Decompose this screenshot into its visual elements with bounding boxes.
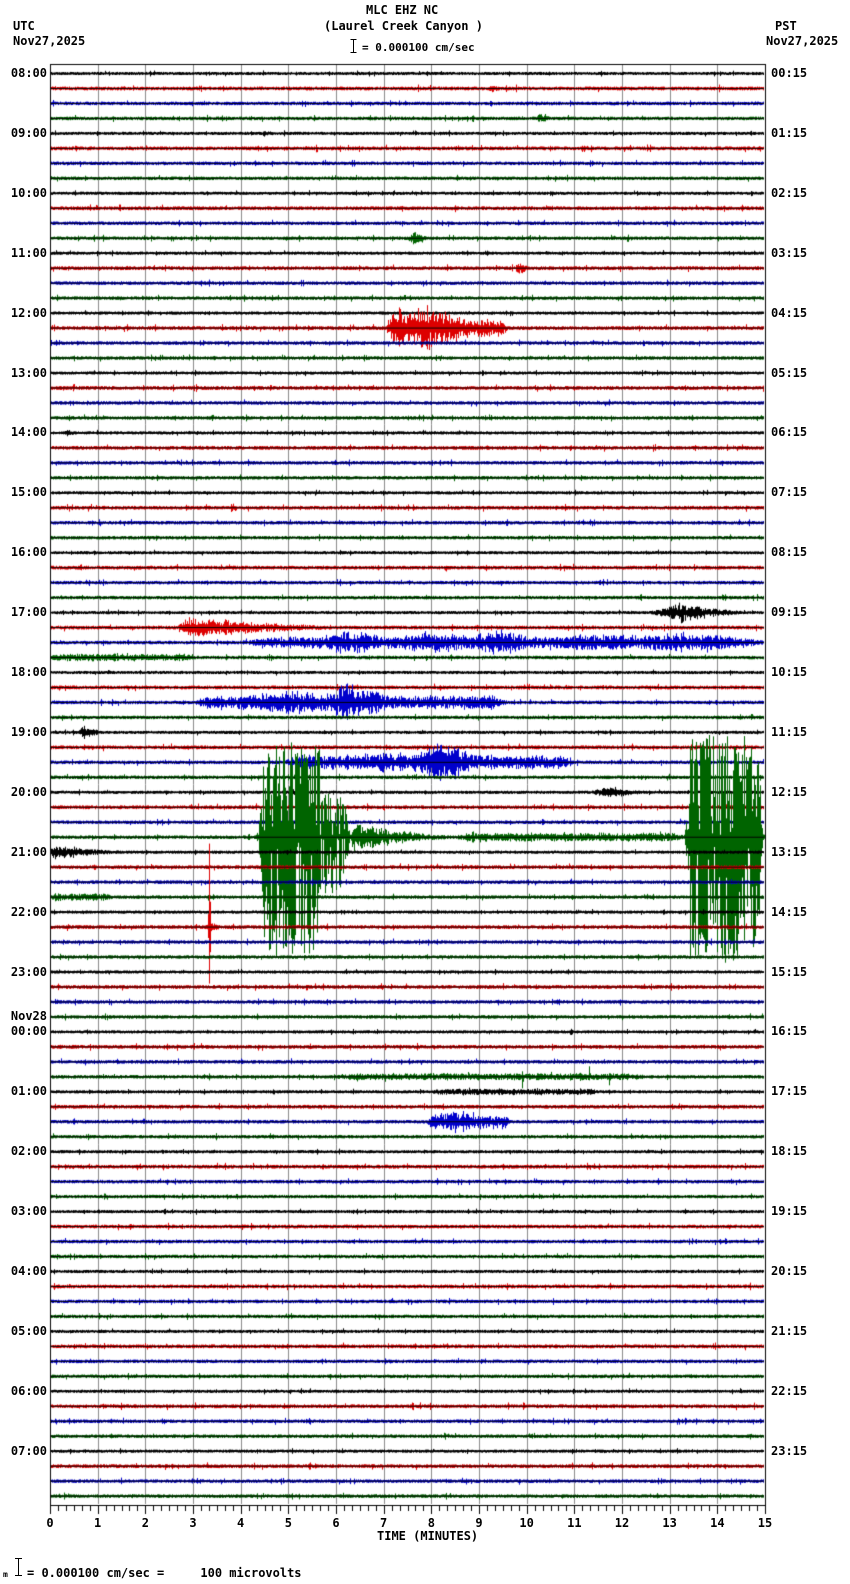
utc-time-label: 09:00 [10,125,47,140]
local-time-label: 04:15 [771,305,808,320]
x-axis-title: TIME (MINUTES) [377,1529,479,1543]
axis-tick-label: 3 [189,1516,197,1530]
utc-time-label: 23:00 [10,964,47,979]
footer-scale-text: = 0.000100 cm/sec = 100 microvolts [27,1566,302,1580]
station-name: (Laurel Creek Canyon ) [324,19,483,33]
local-time-label: 19:15 [771,1204,808,1219]
date-left: Nov27,2025 [13,34,86,48]
axis-tick-label: 14 [710,1516,725,1530]
utc-time-label: 17:00 [10,605,47,620]
utc-time-label: 22:00 [10,904,47,919]
local-time-label: 14:15 [771,904,808,919]
local-time-label: 15:15 [771,964,808,979]
utc-date-label: Nov28 [10,1009,47,1024]
date-right: Nov27,2025 [766,34,839,48]
local-time-label: 12:15 [771,784,808,799]
local-time-label: 07:15 [771,485,808,500]
utc-time-label: 07:00 [10,1443,47,1458]
axis-tick-label: 1 [94,1516,102,1530]
utc-time-label: 08:00 [10,66,47,80]
utc-time-label: 20:00 [10,784,47,799]
local-time-label: 13:15 [771,844,808,859]
utc-time-label: 14:00 [10,425,47,440]
axis-tick-label: 9 [475,1516,483,1530]
local-time-label: 18:15 [771,1144,808,1159]
local-time-label: 08:15 [771,545,808,560]
axis-tick-label: 12 [614,1516,630,1530]
utc-time-label: 01:00 [10,1084,47,1099]
utc-time-label: 11:00 [10,245,47,260]
axis-tick-label: 2 [141,1516,149,1530]
utc-time-label: 12:00 [10,305,47,320]
local-time-label: 05:15 [771,365,808,380]
local-time-label: 21:15 [771,1323,808,1338]
axis-tick-label: 6 [332,1516,340,1530]
utc-time-label: 05:00 [10,1323,47,1338]
utc-time-label: 13:00 [10,365,47,380]
footer-scale-bar-icon [13,1557,24,1577]
utc-time-label: 04:00 [10,1264,47,1278]
local-time-label: 00:15 [771,66,808,80]
local-time-label: 16:15 [771,1024,808,1039]
local-time-label: 03:15 [771,245,808,260]
local-time-label: 01:15 [771,125,808,140]
utc-time-label: 16:00 [10,545,47,560]
axis-tick-label: 4 [237,1516,245,1530]
local-time-label: 02:15 [771,185,808,200]
utc-time-label: 15:00 [10,485,47,500]
axis-tick-label: 11 [567,1516,582,1530]
scale-label: = 0.000100 cm/sec [362,41,475,54]
local-time-label: 22:15 [771,1383,808,1398]
tz-left-label: UTC [13,19,35,33]
axis-tick-label: 8 [427,1516,435,1530]
axis-tick-label: 13 [662,1516,677,1530]
local-time-label: 10:15 [771,665,808,679]
local-time-label: 17:15 [771,1084,808,1099]
utc-time-label: 03:00 [10,1204,47,1219]
utc-time-label: 00:00 [10,1024,47,1039]
scale-bar-icon [349,38,358,54]
tz-right-label: PST [775,19,797,33]
local-time-label: 20:15 [771,1264,808,1278]
utc-time-label: 19:00 [10,724,47,739]
utc-time-label: 06:00 [10,1383,47,1398]
local-time-label: 23:15 [771,1443,808,1458]
local-time-label: 06:15 [771,425,808,440]
axis-tick-label: 7 [380,1516,388,1530]
utc-time-label: 18:00 [10,665,47,679]
station-code: MLC EHZ NC [366,3,439,17]
local-time-label: 09:15 [771,605,808,620]
footer-prefix: m [3,1570,8,1579]
utc-time-label: 21:00 [10,844,47,859]
axis-tick-label: 0 [46,1516,54,1530]
utc-time-label: 02:00 [10,1144,47,1159]
utc-time-label: 10:00 [10,185,47,200]
local-time-label: 11:15 [771,724,808,739]
axis-tick-label: 15 [757,1516,773,1530]
axis-tick-label: 5 [284,1516,292,1530]
axis-tick-label: 10 [519,1516,534,1530]
